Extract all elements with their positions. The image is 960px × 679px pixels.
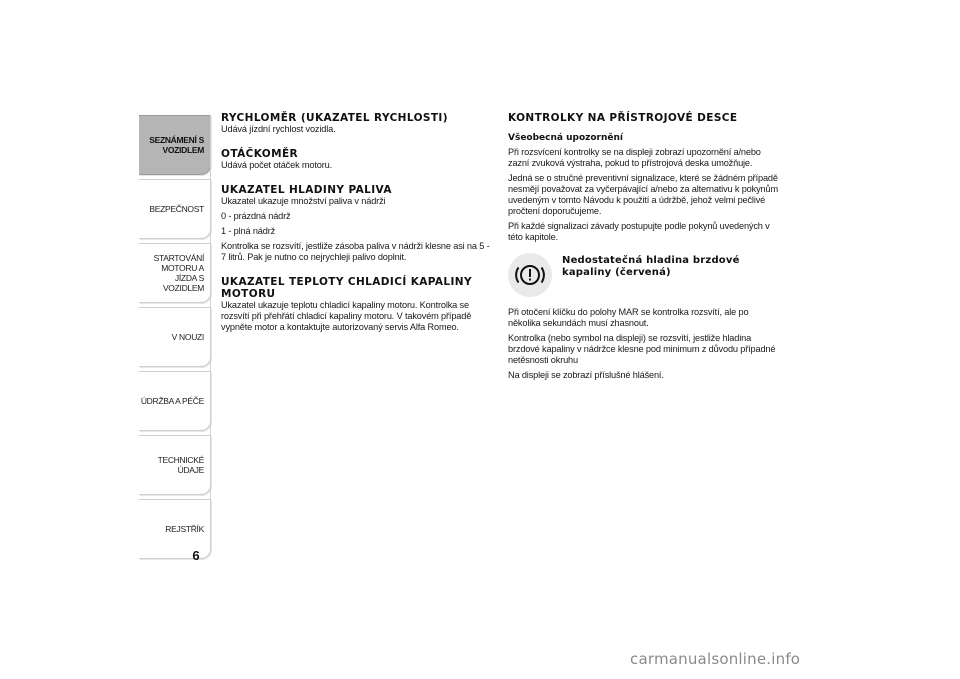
- tab-seznameni-s-vozidlem[interactable]: [139, 115, 211, 175]
- section-title-warning-lights: KONTROLKY NA PŘÍSTROJOVÉ DESCE: [508, 112, 738, 124]
- paragraph: Kontrolka (nebo symbol na displeji) se rozsvítí, jestliže hladina brzdové kapaliny v nádržce klesne pod minimum z důvodu případné netěsnosti okruhu: [508, 333, 776, 365]
- paragraph: 0 - prázdná nádrž: [221, 211, 291, 221]
- paragraph: Při každé signalizaci závady postupujte podle pokynů uvedených v této kapitole.: [508, 221, 770, 242]
- tab-technicke-udaje[interactable]: [139, 435, 211, 495]
- chapter-tabs: [139, 115, 211, 563]
- right-column: [508, 112, 783, 385]
- paragraph: 1 - plná nádrž: [221, 226, 276, 236]
- tab-label: ÚDRŽBA A PÉČE: [140, 396, 204, 406]
- page-number: 6: [192, 548, 200, 563]
- tab-v-nouzi[interactable]: [139, 307, 211, 367]
- paragraph: Udává počet otáček motoru.: [221, 160, 333, 170]
- brake-warning-icon: [508, 253, 552, 297]
- paragraph: Jedná se o stručné preventivní signalizace, které se žádném případě nesmějí považovat za vyčerpávající a/nebo za alternativu k pokynům uvedeným v tomto Návodu k použití a údržbě, jehož velmi pečlivé pročtení doporučujeme.: [508, 173, 778, 216]
- paragraph: Při rozsvícení kontrolky se na displeji zobrazí upozornění a/nebo zazní zvuková výstraha, pokud to přístrojová deska umožňuje.: [508, 147, 761, 168]
- warning-title: Nedostatečná hladina brzdové kapaliny (červená): [562, 255, 740, 278]
- paragraph: Kontrolka se rozsvítí, jestliže zásoba paliva v nádrži klesne asi na 5 - 7 litrů. Pak je nutno co nejrychleji palivo doplnit.: [221, 241, 490, 262]
- tab-label: TECHNICKÉ ÚDAJE: [157, 455, 204, 475]
- watermark: carmanualsonline.info: [630, 650, 801, 668]
- sidebar-divider: [210, 115, 211, 545]
- section-title-coolant-temp: UKAZATEL TEPLOTY CHLADICÍ KAPALINY MOTORU: [221, 276, 472, 300]
- section-title-fuel-gauge: UKAZATEL HLADINY PALIVA: [221, 184, 392, 196]
- tab-label: V NOUZI: [171, 332, 204, 342]
- brake-fluid-warning: [508, 251, 783, 297]
- tab-label: SEZNÁMENÍ S VOZIDLEM: [149, 135, 204, 155]
- subsection-title: Všeobecná upozornění: [508, 133, 624, 143]
- section-title-speedometer: RYCHLOMĚR (UKAZATEL RYCHLOSTI): [221, 112, 448, 124]
- left-column: [221, 112, 493, 337]
- tab-bezpecnost[interactable]: [139, 179, 211, 239]
- tab-label: BEZPEČNOST: [149, 204, 204, 214]
- paragraph: Při otočení klíčku do polohy MAR se kontrolka rozsvítí, ale po několika sekundách musí zhasnout.: [508, 307, 749, 328]
- tab-label: STARTOVÁNÍ MOTORU A JÍZDA S VOZIDLEM: [153, 253, 204, 293]
- tab-udrzba-a-pece[interactable]: [139, 371, 211, 431]
- paragraph: Ukazatel ukazuje množství paliva v nádrži: [221, 196, 386, 206]
- tab-label: REJSTŘÍK: [165, 524, 204, 534]
- tab-startovani[interactable]: [139, 243, 211, 303]
- paragraph: Udává jízdní rychlost vozidla.: [221, 124, 336, 134]
- paragraph: Ukazatel ukazuje teplotu chladicí kapaliny motoru. Kontrolka se rozsvítí při přehřátí chladicí kapaliny motoru. V takovém případě vypněte motor a kontaktujte autorizovaný servis Alfa Romeo.: [221, 300, 472, 332]
- paragraph: Na displeji se zobrazí příslušné hlášení.: [508, 370, 664, 380]
- section-title-tachometer: OTÁČKOMĚR: [221, 148, 299, 160]
